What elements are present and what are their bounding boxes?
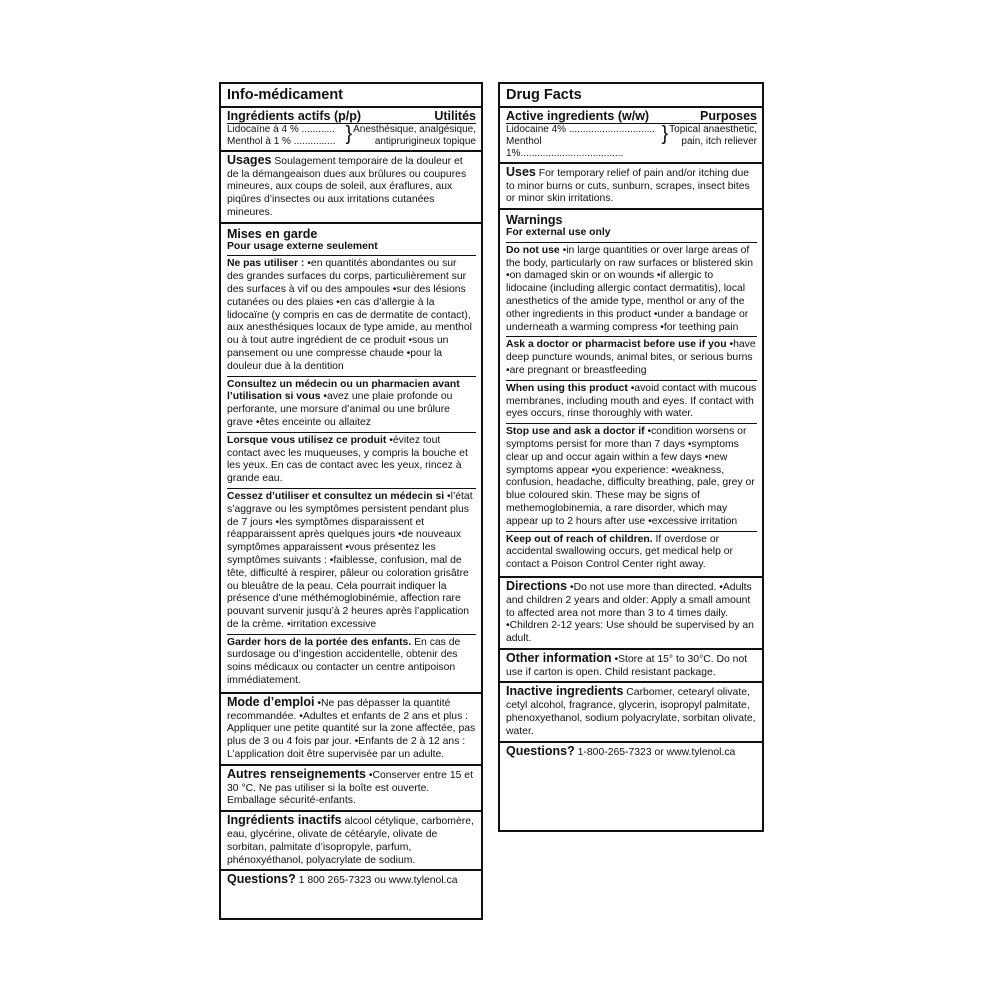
en-stop-use-heading: Stop use and ask a doctor if: [506, 426, 645, 438]
en-active-ingredients-heading: Active ingredients (w/w): [506, 109, 650, 123]
en-warnings-section: [500, 210, 762, 578]
en-when-using-heading: When using this product: [506, 382, 628, 394]
en-stop-use-text: •condition worsens or symptoms persist for more than 7 days •symptoms clear up and occur again within a few days •new symptoms appear •you experience: •weakness, confusion, headache, difficulty breathing, pale, grey or blue coloured skin. These may be signs of methemoglobinemia, a rare disorder, which may appear up to 2 hours after use •excessive irritation: [506, 426, 755, 527]
en-other-info-text: •Store at 15° to 30°C. Do not use if carton is open. Child resistant package.: [506, 653, 748, 678]
en-ingredient-lidocaine: Lidocaine 4% ...............................: [506, 123, 655, 135]
brace-icon: }: [345, 122, 353, 145]
en-other-info-heading: Other information: [506, 650, 612, 665]
en-active-ingredients-section: [500, 108, 762, 164]
fr-purpose-line-1: Anesthésique, analgésique,: [353, 123, 476, 135]
en-questions-text: 1-800-265-7323 or www.tylenol.ca: [577, 746, 736, 758]
en-panel-title: Drug Facts: [500, 84, 762, 108]
en-questions-section: [500, 743, 762, 762]
en-ask-doctor-text: •have deep puncture wounds, animal bites, or serious burns •are pregnant or breastfeeding: [506, 339, 756, 376]
en-stop-use: [506, 423, 757, 530]
en-ask-doctor-heading: Ask a doctor or pharmacist before use if you: [506, 339, 727, 351]
en-keep-out-text: If overdose or accidental swallowing occurs, get medical help or contact a Poison Control Center right away.: [506, 533, 733, 571]
french-drug-facts-panel: [219, 82, 483, 920]
fr-keep-out-of-reach: [227, 634, 476, 690]
fr-active-ingredients-section: [221, 108, 481, 152]
en-directions-heading: Directions: [506, 578, 568, 593]
en-when-using-text: •avoid contact with mucous membranes, including mouth and eyes. If contact with eyes occurs, rinse thoroughly with water.: [506, 382, 757, 420]
en-inactive-text: Carbomer, cetearyl olivate, cetyl alcohol, fragrance, glycerin, isopropyl palmitate, phenoxyethanol, sodium polyacrylate, sorbitan olivate, water.: [506, 687, 756, 737]
fr-panel-title: Info-médicament: [221, 84, 481, 108]
en-directions-section: [500, 578, 762, 650]
fr-questions-text: 1 800 265-7323 ou www.tylenol.ca: [298, 875, 458, 887]
en-keep-out-heading: Keep out of reach of children.: [506, 533, 653, 545]
fr-ask-doctor-text: •avez une plaie profonde ou perforante, une morsure d’animal ou une brûlure grave •êtes enceinte ou allaitez: [227, 391, 453, 428]
en-ingredient-menthol: Menthol 1%.....................................: [506, 135, 624, 159]
fr-other-info-heading: Autres renseignements: [227, 766, 366, 781]
en-purposes-heading: Purposes: [700, 109, 757, 123]
fr-do-not-use-heading: Ne pas utiliser :: [227, 258, 305, 270]
en-directions-text: •Do not use more than directed. •Adults and children 2 years and older: Apply a small amount to affected area not more than 3 to 4 times daily. •Children 2-12 years: Use should be supervised by an adult.: [506, 581, 754, 645]
fr-inactive-text: alcool cétylique, carbomère, eau, glycérine, olivate de cétéaryle, olivate de sorbitan, palmitate d’isopropyle, parfum, phénoxyéthanol, polyacrylate de sodium.: [227, 816, 474, 866]
fr-uses-heading: Usages: [227, 152, 272, 167]
en-uses-section: [500, 164, 762, 210]
fr-do-not-use: [227, 255, 476, 375]
en-questions-heading: Questions?: [506, 743, 575, 758]
fr-ask-doctor: [227, 376, 476, 432]
fr-stop-use-heading: Cessez d’utiliser et consultez un médecin si: [227, 490, 445, 502]
fr-ask-doctor-heading: Consultez un médecin ou un pharmacien avant l’utilisation si vous: [227, 378, 460, 403]
en-other-info-section: [500, 650, 762, 684]
en-warnings-heading: Warnings: [506, 213, 563, 228]
en-do-not-use-heading: Do not use: [506, 244, 560, 256]
en-when-using: [506, 380, 757, 423]
fr-warnings-section: [221, 224, 481, 694]
fr-do-not-use-text: •en quantités abondantes ou sur des grandes surfaces du corps, particulièrement sur des surfaces à vif ou des ampoules •sur des lésions cutanées ou des plaies •en cas d’allergie à la lidocaïne (y compris en cas de dermatite de contact), aux anesthésiques locaux de type amide, au menthol ou à tout autre ingrédient de ce produit •sous un pansement ou une compresse chaude •pour la douleur due à la dentition: [227, 258, 472, 372]
fr-purposes-heading: Utilités: [434, 109, 476, 123]
fr-other-info-section: [221, 766, 481, 812]
fr-directions-heading: Mode d’emploi: [227, 694, 315, 709]
en-inactive-heading: Inactive ingredients: [506, 684, 624, 699]
fr-when-using-text: •évitez tout contact avec les muqueuses, y compris la bouche et les yeux. En cas de contact avec les yeux, rincez à grande eau.: [227, 434, 468, 485]
fr-when-using-heading: Lorsque vous utilisez ce produit: [227, 434, 387, 446]
en-purpose-line-1: Topical anaesthetic,: [669, 123, 757, 135]
fr-warnings-heading: Mises en garde: [227, 226, 318, 241]
fr-purpose-line-2: antiprurigineux topique: [374, 135, 476, 147]
english-drug-facts-panel: [498, 82, 764, 832]
fr-questions-section: [221, 871, 481, 890]
fr-inactive-heading: Ingrédients inactifs: [227, 813, 342, 828]
fr-active-ingredients-heading: Ingrédients actifs (p/p): [227, 109, 362, 123]
fr-stop-use-text: •l’état s’aggrave ou les symptômes persistent pendant plus de 7 jours •les symptômes disparaissent et réapparaissent après quelques jours •de nouveaux symptômes apparaissent •vous présentez les symptômes suivants : •faiblesse, confusion, mal de tête, difficulté à respirer, pâleur ou coloration grisâtre ou bleuâtre de la peau. Cela pourrait indiquer la présence d’une méthémoglobinémie, affection rare pouvant survenir jusqu’à 2 heures après l’application de la crème. •irritation excessive: [227, 490, 473, 630]
fr-stop-use: [227, 488, 476, 634]
en-keep-out-of-reach: [506, 531, 757, 574]
en-uses-text: For temporary relief of pain and/or itching due to minor burns or cuts, sunburn, scrapes, insect bites or minor skin irritations.: [506, 167, 750, 205]
fr-keep-out-heading: Garder hors de la portée des enfants.: [227, 636, 412, 648]
fr-uses-section: [221, 152, 481, 224]
fr-warnings-subheading: Pour usage externe seulement: [227, 240, 378, 252]
en-inactive-ingredients-section: [500, 683, 762, 742]
fr-questions-heading: Questions?: [227, 872, 296, 887]
en-purpose-line-2: pain, itch reliever: [681, 135, 757, 147]
en-warnings-subheading: For external use only: [506, 226, 611, 238]
en-do-not-use-text: •in large quantities or over large areas of the body, particularly on raw surfaces or blistered skin •on damaged skin or on wounds •if allergic to lidocaine (including allergic contact dermatitis), local anesthetics of the amide type, menthol or any of the other ingredients in this product •under a bandage or underneath a warming compress •for teething pain: [506, 244, 753, 333]
en-ask-doctor: [506, 336, 757, 379]
fr-uses-text: Soulagement temporaire de la douleur et de la démangeaison dues aux brûlures ou coupures mineures, aux coups de soleil, aux éraflures, aux piqûres d’insectes ou aux irritations cutanées mineures.: [227, 155, 467, 218]
fr-directions-section: [221, 694, 481, 766]
fr-inactive-ingredients-section: [221, 812, 481, 871]
fr-directions-text: •Ne pas dépasser la quantité recommandée. •Adultes et enfants de 2 ans et plus : Appliquer une petite quantité sur la zone affectée, pas plus de 3 ou 4 fois par jour. •Enfants de 2 à 12 ans : L’application doit être supervisée par un adulte.: [227, 697, 476, 761]
en-do-not-use: [506, 242, 757, 337]
fr-ingredient-menthol: Menthol à 1 % ...............: [227, 135, 336, 147]
fr-other-info-text: •Conserver entre 15 et 30 °C. Ne pas utiliser si la boîte est ouverte. Emballage sécurité-enfants.: [227, 769, 473, 807]
brace-icon: }: [661, 122, 669, 145]
fr-when-using: [227, 432, 476, 488]
fr-keep-out-text: En cas de surdosage ou d’ingestion accidentelle, obtenir des soins médicaux ou contacter un centre antipoison immédiatement.: [227, 636, 461, 687]
en-uses-heading: Uses: [506, 164, 536, 179]
fr-ingredient-lidocaine: Lidocaïne à 4 % ............: [227, 123, 335, 135]
